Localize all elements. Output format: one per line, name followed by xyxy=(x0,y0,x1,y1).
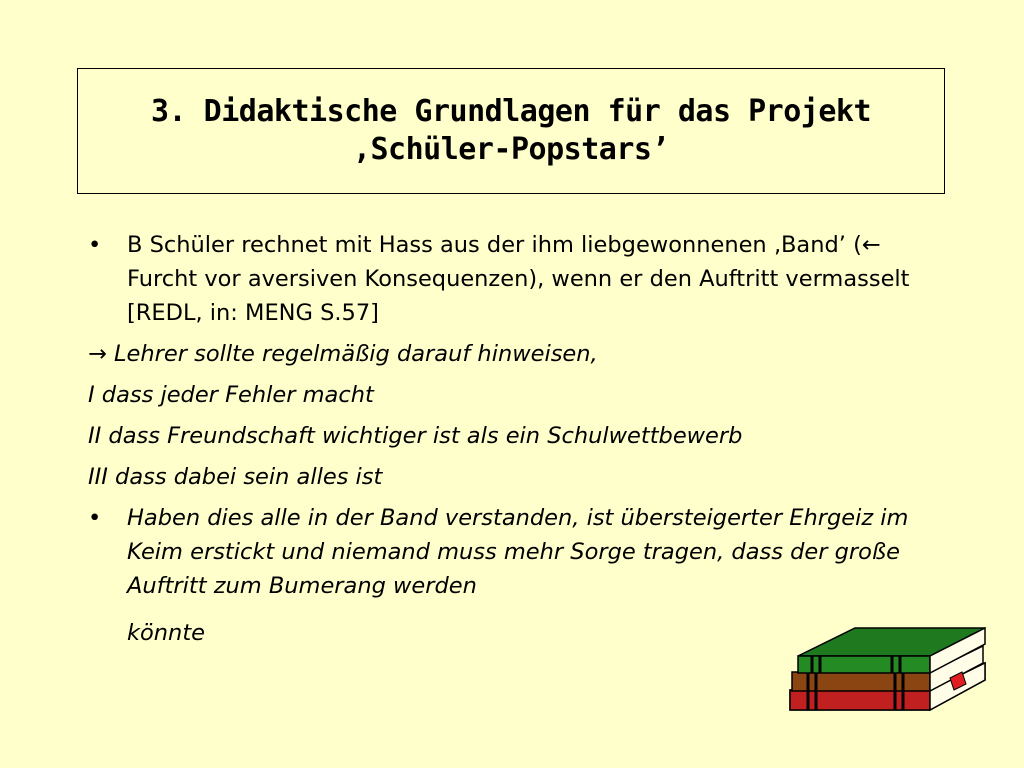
arrow-line xyxy=(88,337,938,371)
bullet-marker: • xyxy=(88,505,102,531)
bullet-2-text-last: könnte xyxy=(127,620,205,646)
arrow-line-text: Lehrer sollte regelmäßig darauf hinweisen, xyxy=(106,341,598,367)
bullet-item-1 xyxy=(88,228,938,330)
left-arrow-icon: ← xyxy=(861,232,881,258)
bullet-2-text-main: Haben dies alle in der Band verstanden, ist übersteigerter Ehrgeiz im Keim erstickt und niemand muss mehr Sorge tragen, dass der große Auftritt zum Bumerang werden xyxy=(127,505,909,599)
bullet-1-text-pre: B Schüler rechnet mit Hass aus der ihm liebgewonnenen ‚Band’ ( xyxy=(127,232,862,258)
slide-title-line-2: ‚Schüler-Popstars’ xyxy=(352,132,670,167)
slide-title-line-1: 3. Didaktische Grundlagen für das Projekt xyxy=(150,94,872,129)
bullet-marker: • xyxy=(88,232,102,258)
books-icon xyxy=(780,618,990,733)
point-2: II dass Freundschaft wichtiger ist als ein Schulwettbewerb xyxy=(88,423,743,449)
slide-content xyxy=(88,228,938,650)
point-3: III dass dabei sein alles ist xyxy=(88,464,383,490)
bullet-1-text-post: Furcht vor aversiven Konsequenzen), wenn er den Auftritt vermasselt [REDL, in: MENG S.57] xyxy=(127,266,910,326)
point-1: I dass jeder Fehler macht xyxy=(88,382,374,408)
title-box xyxy=(77,68,945,194)
right-arrow-icon: → xyxy=(88,341,107,367)
